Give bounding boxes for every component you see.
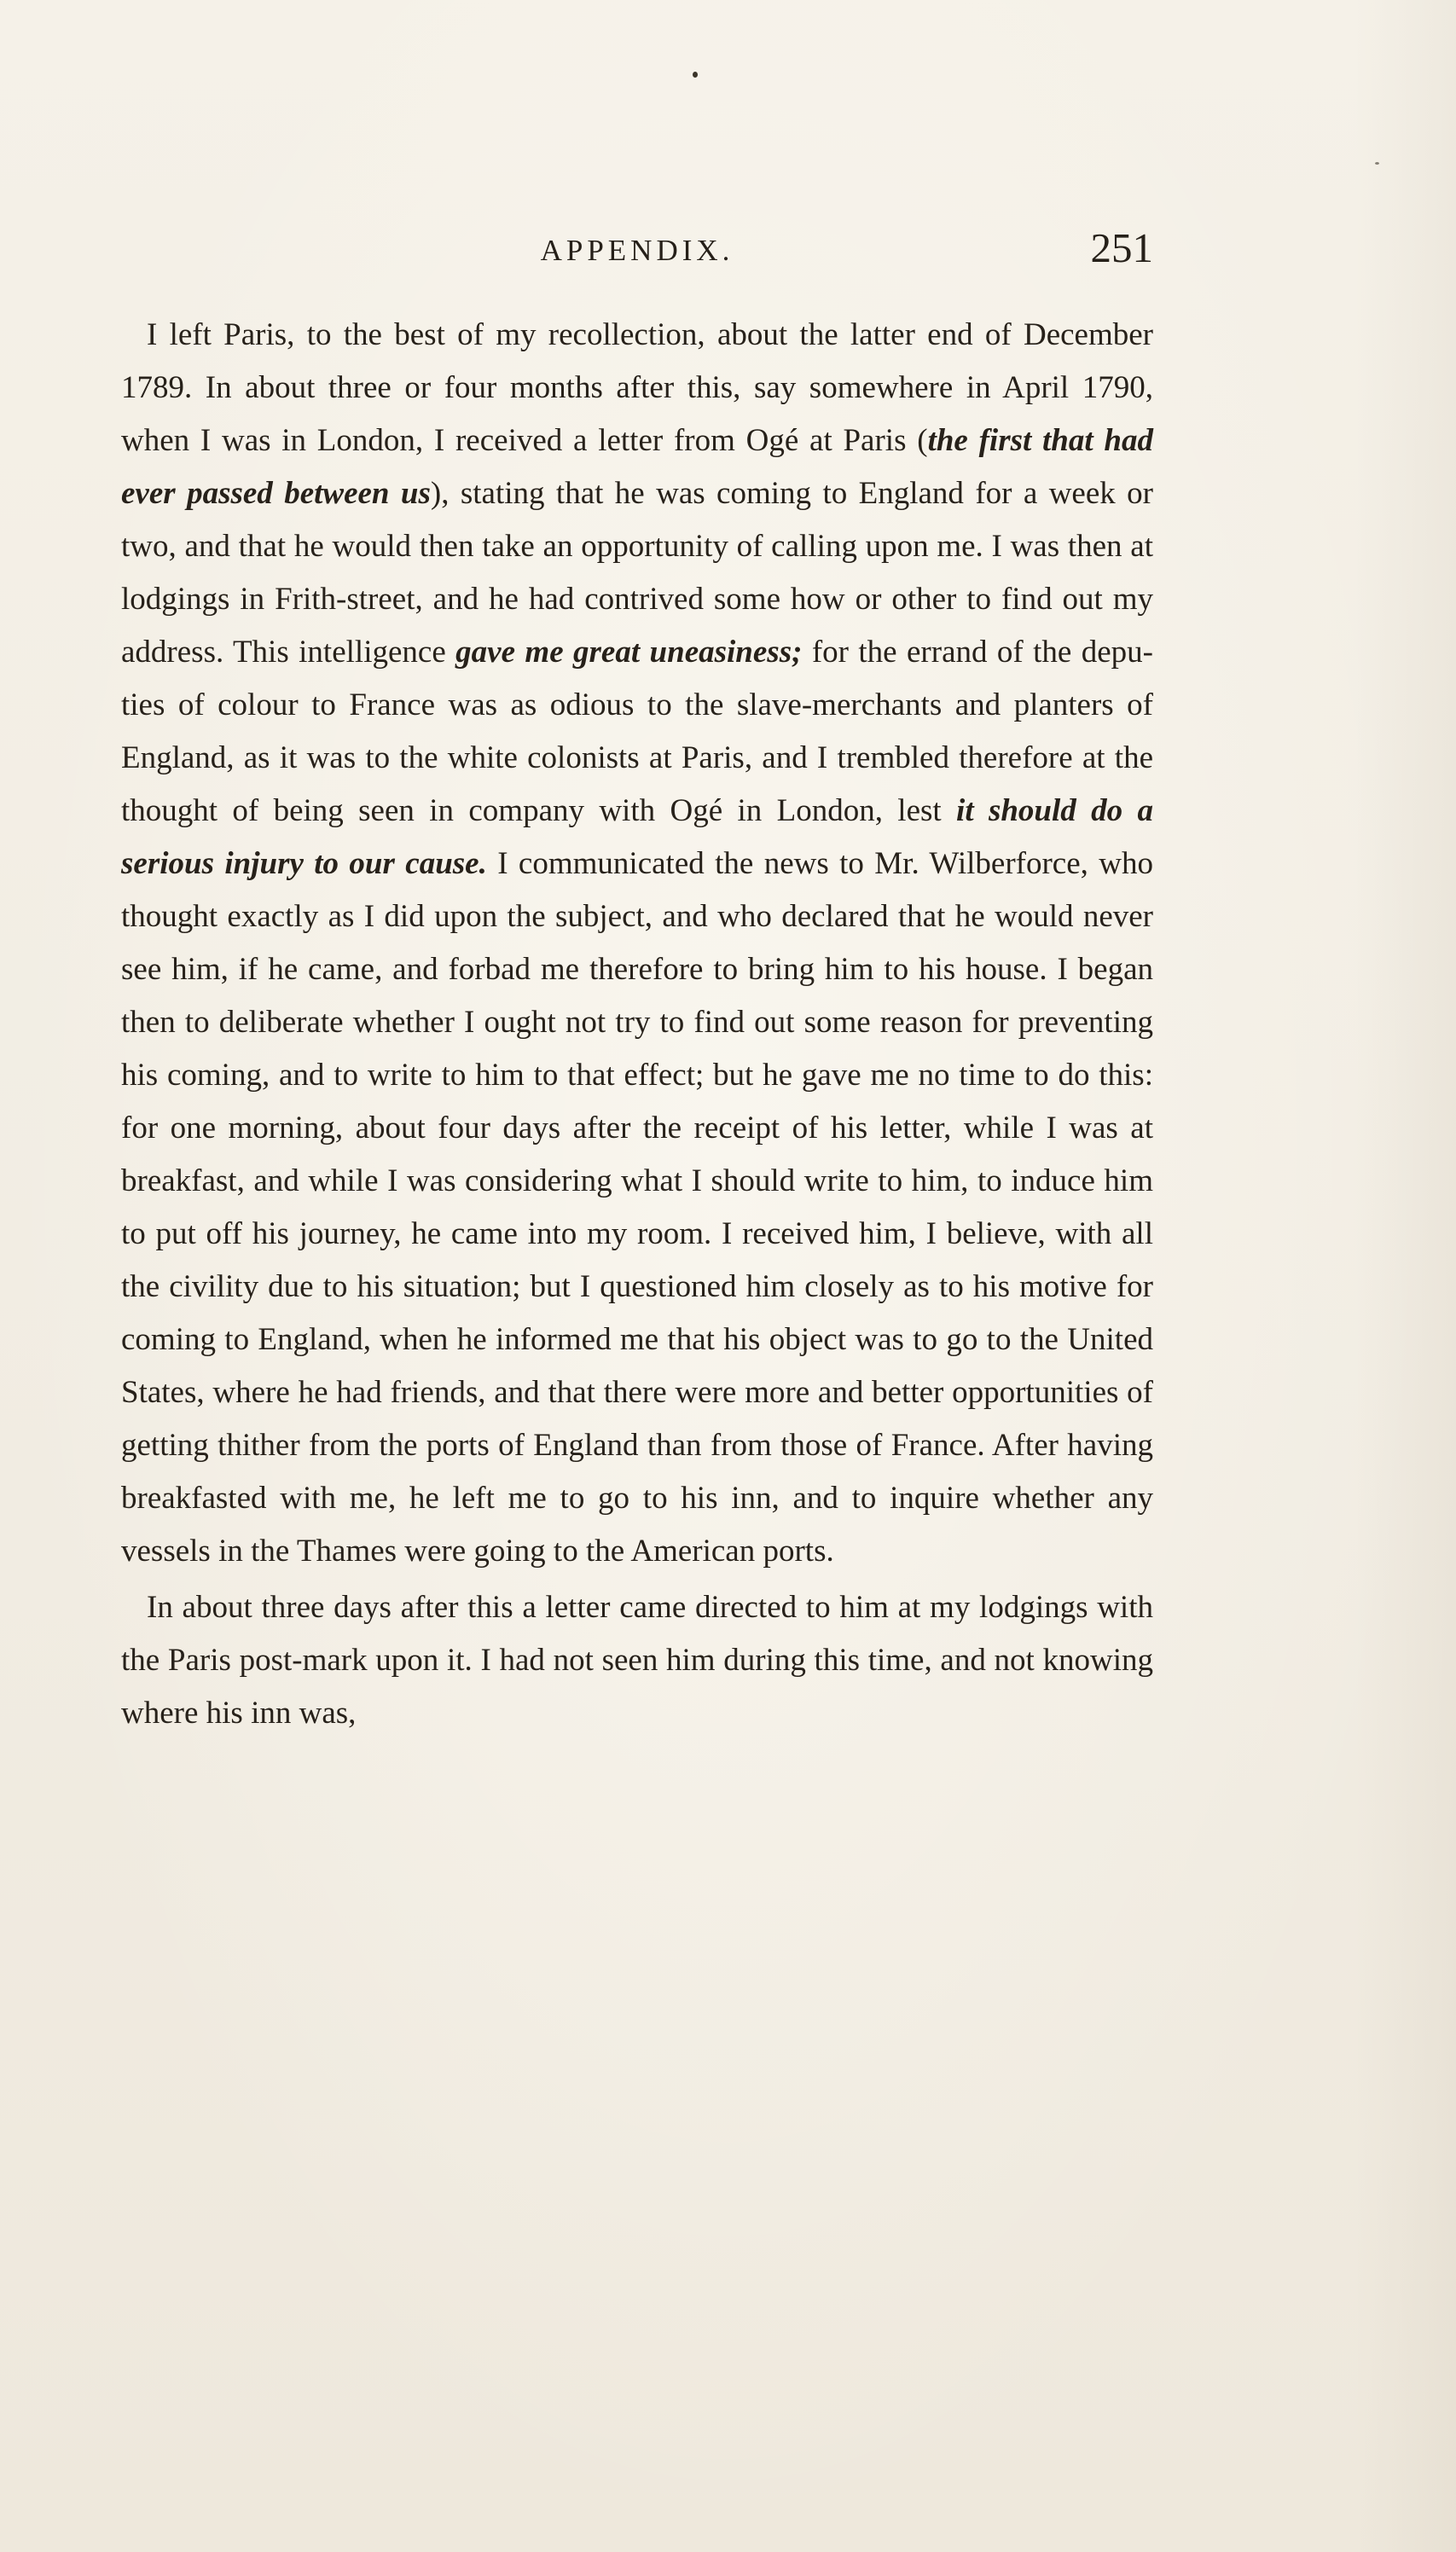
ink-speck xyxy=(693,72,698,78)
italic-text-run: gave me great uneasiness; xyxy=(455,635,803,670)
page-edge-shade xyxy=(1354,0,1456,2552)
text-run: I left Paris, to the best of my recollection, about the latter end of December 1789. In about three or four months after this, say somewhere in April 1790, when I was in London, I received a letter from Ogé at Paris ( xyxy=(121,317,1153,458)
paragraph xyxy=(121,309,1153,1578)
text-run: ), stating that he was coming to England for a week or two, and that he would then take an opportunity of calling upon me. I was then at lodgings in Frith-street, and he had contrived some how or other to find out my address. This intelligence xyxy=(121,476,1153,670)
text-run: for the errand of the deputies of colour to France was as odious to the slave-merchants and planters of England, as it was to the white colonists at Paris, and I trembled therefore at the thought of being seen in company with Ogé in London, lest xyxy=(121,635,1153,828)
text-run: In about three days after this a letter came directed to him at my lodgings with the Paris post-mark upon it. I had not seen him during this time, and not knowing where his inn was, xyxy=(121,1590,1153,1731)
running-head: APPENDIX. xyxy=(540,234,734,267)
italic-text-run: the first that had ever passed between us xyxy=(121,423,1153,511)
italic-text-run: it should do a serious injury to our cause. xyxy=(121,793,1153,881)
page-header xyxy=(121,223,1153,275)
ink-speck xyxy=(1375,162,1379,165)
body-text xyxy=(121,309,1153,1740)
text-run: I communicated the news to Mr. Wilberforce, who thought exactly as I did upon the subject, and who declared that he would never see him, if he came, and forbad me therefore to bring him to his house. I began then to deliberate whether I ought not try to find out some reason for preventing his coming, and to write to him to that effect; but he gave me no time to do this: for one morning, about four days after the receipt of his letter, while I was at breakfast, and while I was considering what I should write to him, to induce him to put off his journey, he came into my room. I received him, I believe, with all the civility due to his situation; but I questioned him closely as to his motive for coming to England, when he informed me that his object was to go to the United States, where he had friends, and that there were more and better opportunities of getting thither from the ports of England than from those of France. After having breakfasted with me, he left me to go to his inn, and to inquire whether any vessels in the Thames were going to the American ports. xyxy=(121,846,1153,1569)
page-number: 251 xyxy=(1090,224,1153,271)
paragraph xyxy=(121,1581,1153,1740)
